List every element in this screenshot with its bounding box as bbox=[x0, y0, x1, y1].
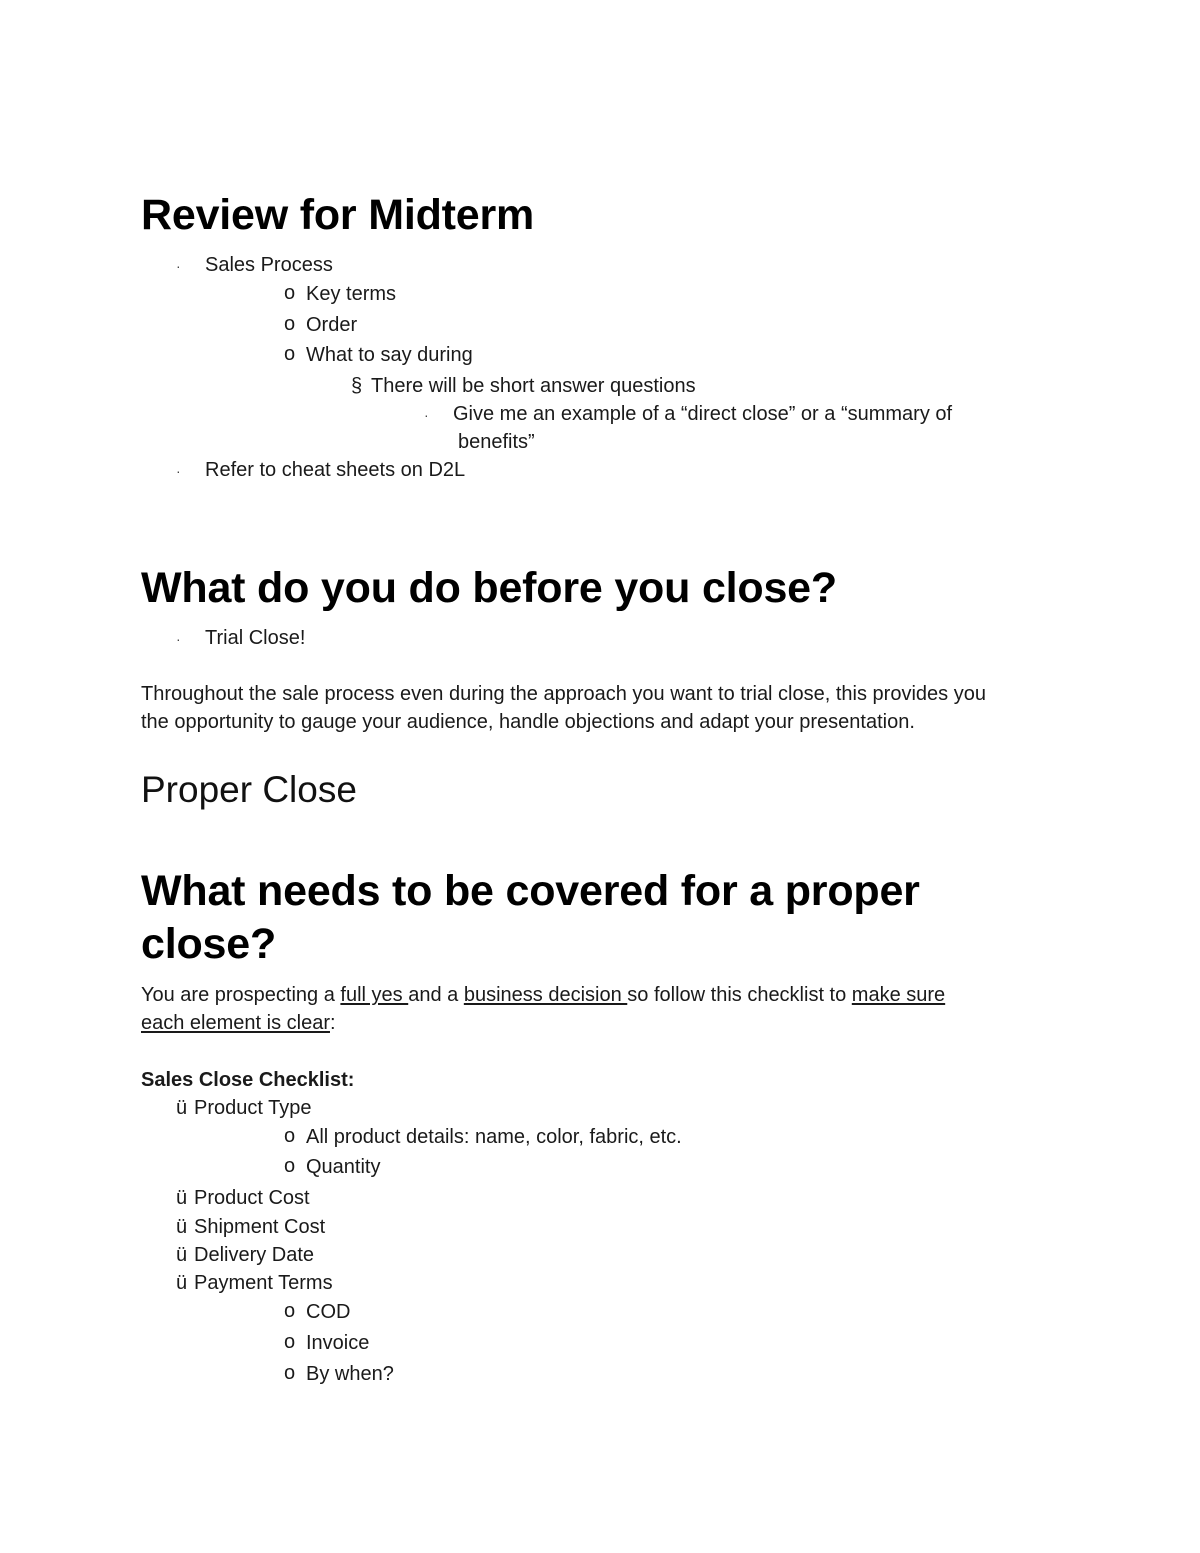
checklist-subitem-details: All product details: name, color, fabric, etc. bbox=[306, 1126, 682, 1148]
list-item-trial-close: Trial Close! bbox=[205, 627, 306, 649]
check-marker: ü bbox=[176, 1244, 188, 1266]
bullet-marker: · bbox=[176, 258, 181, 274]
checklist-subitem-by-when: By when? bbox=[306, 1363, 394, 1385]
checklist-item-product-cost: Product Cost bbox=[194, 1187, 310, 1209]
circle-bullet-marker: o bbox=[284, 1155, 296, 1177]
checklist-item-shipment-cost: Shipment Cost bbox=[194, 1216, 326, 1238]
bullet-marker: · bbox=[176, 463, 181, 479]
full-yes-link: full yes bbox=[340, 984, 409, 1006]
checklist-subitem-invoice: Invoice bbox=[306, 1332, 370, 1354]
intro-text: : bbox=[329, 1012, 336, 1034]
check-marker: ü bbox=[176, 1216, 188, 1238]
list-item-sales-process: Sales Process bbox=[205, 254, 333, 276]
section-sign-marker: § bbox=[351, 375, 363, 397]
check-marker: ü bbox=[176, 1272, 188, 1294]
checklist-item-delivery-date: Delivery Date bbox=[194, 1244, 315, 1266]
intro-paragraph-line2 bbox=[141, 1010, 336, 1036]
circle-bullet-marker: o bbox=[284, 313, 296, 335]
heading-proper-close-question-line1: What needs to be covered for a proper bbox=[141, 867, 920, 915]
check-marker: ü bbox=[176, 1187, 188, 1209]
business-decision-link: business decision bbox=[463, 984, 628, 1006]
checklist-subitem-cod: COD bbox=[306, 1301, 351, 1323]
circle-bullet-marker: o bbox=[284, 343, 296, 365]
checklist-subitem-quantity: Quantity bbox=[306, 1156, 381, 1178]
intro-text: so follow this checklist to bbox=[627, 984, 852, 1006]
intro-text: You are prospecting a bbox=[141, 984, 341, 1006]
list-item-what-to-say: What to say during bbox=[306, 344, 473, 366]
heading-before-you-close: What do you do before you close? bbox=[141, 564, 837, 612]
list-item-short-answer: There will be short answer questions bbox=[371, 375, 696, 397]
make-sure-link: make sure bbox=[851, 984, 946, 1006]
intro-paragraph-line1 bbox=[141, 982, 945, 1008]
paragraph-trial-close-line2: the opportunity to gauge your audience, handle objections and adapt your presentation. bbox=[141, 711, 915, 733]
each-element-clear-link: each element is clear bbox=[141, 1012, 330, 1034]
list-item-key-terms: Key terms bbox=[306, 283, 397, 305]
circle-bullet-marker: o bbox=[284, 1362, 296, 1384]
heading-proper-close: Proper Close bbox=[141, 769, 357, 810]
check-marker: ü bbox=[176, 1097, 188, 1119]
heading-review-for-midterm: Review for Midterm bbox=[141, 191, 535, 239]
checklist-item-payment-terms: Payment Terms bbox=[194, 1272, 333, 1294]
list-item-refer-cheat-sheets: Refer to cheat sheets on D2L bbox=[205, 459, 466, 481]
checklist-heading: Sales Close Checklist: bbox=[141, 1069, 355, 1091]
circle-bullet-marker: o bbox=[284, 282, 296, 304]
circle-bullet-marker: o bbox=[284, 1300, 296, 1322]
paragraph-trial-close-line1: Throughout the sale process even during the approach you want to trial close, this provides you bbox=[141, 683, 986, 705]
bullet-marker: · bbox=[424, 407, 429, 423]
intro-text: and a bbox=[408, 984, 464, 1006]
list-item-order: Order bbox=[306, 314, 358, 336]
heading-proper-close-question-line2: close? bbox=[141, 920, 277, 968]
circle-bullet-marker: o bbox=[284, 1331, 296, 1353]
bullet-marker: · bbox=[176, 631, 181, 647]
circle-bullet-marker: o bbox=[284, 1125, 296, 1147]
checklist-item-product-type: Product Type bbox=[194, 1097, 312, 1119]
list-item-example-line2: benefits” bbox=[458, 431, 535, 453]
list-item-example-line1: Give me an example of a “direct close” or a “summary of bbox=[453, 403, 953, 425]
